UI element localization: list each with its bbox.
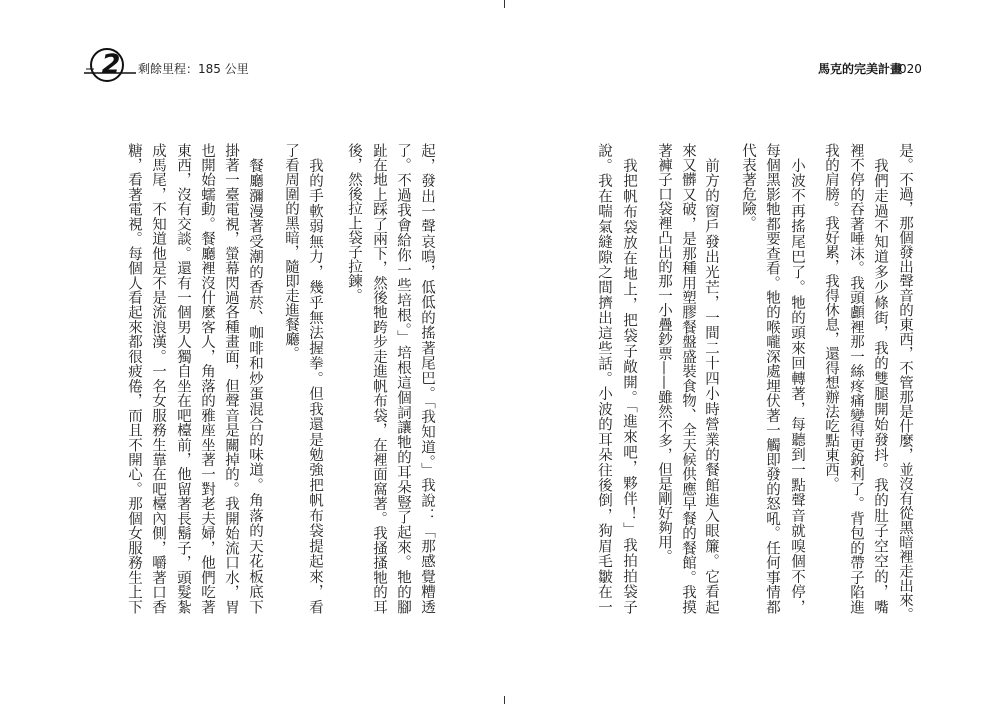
text-column: 裡不停的吞著唾沫。我頭顱裡那一絲疼痛變得更銳利了。背包的帶子陷進 [848,143,864,614]
text-column: 東西，沒有交談。還有一個男人獨自坐在吧檯前，他留著長鬍子，頭髮紮 [175,143,191,614]
text-column: 著褲子口袋裡凸出的那一小疊鈔票——雖然不多，但是剛好夠用。 [656,143,672,564]
top-crop-mark [504,0,505,8]
left-running-title: 剩餘里程：185 公里 [138,62,249,76]
right-running-title: 馬克的完美計畫 [818,62,903,76]
text-column: 起，發出一聲哀鳴，低低的搖著尾巴。「我知道。」我說：「那感覺糟透 [419,143,435,614]
text-column: 代表著危險。 [740,143,756,230]
page-number: 020 [899,62,922,76]
text-column: 我的手軟弱無力，幾乎無法握拳。但我還是勉強把帆布袋提起來，看 [307,158,323,614]
chapter-number: 2 [101,49,121,80]
text-column: 來又髒又破，是那種用塑膠餐盤盛裝食物、全天候供應早餐的餐館。我摸 [680,143,696,614]
text-column: 我們走過不知道多少條街，我的雙腿開始發抖。我的肚子空空的，嘴 [872,158,888,614]
text-column: 後，然後拉上袋子拉鍊。 [346,143,362,303]
text-column: 是。不過，那個發出聲音的東西，不管那是什麼，並沒有從黑暗裡走出來。 [897,143,913,622]
text-column: 餐廳瀰漫著受潮的香菸、咖啡和炒蛋混合的味道。角落的天花板底下 [247,158,263,614]
text-column: 趾在地上踩了兩下，然後牠跨步走進帆布袋，在裡面窩著。我搔搔牠的耳 [371,143,387,614]
text-column: 了看周圍的黑暗，隨即走進餐廳。 [283,143,299,361]
text-column: 我的肩膀。我好累，我得休息，還得想辦法吃點東西。 [823,143,839,491]
bottom-crop-mark [504,696,505,704]
text-column: 每個黑影牠都要查看。牠的喉嚨深處埋伏著一觸即發的怒吼。任何事情都 [764,143,780,614]
text-column: 成馬尾，不知道他是不是流浪漢。一名女服務生靠在吧檯內側，嚼著口香 [150,143,166,614]
text-column: 也開始蠕動。餐廳裡沒什麼客人，角落的雅座坐著一對老夫婦，他們吃著 [199,143,215,614]
chapter-number-badge [84,46,138,86]
text-column: 前方的窗戶發出光芒，一間二十四小時營業的餐館進入眼簾。它看起 [703,158,719,614]
text-column: 了。不過我會給你一些培根。」培根這個詞讓牠的耳朵豎了起來。牠的腳 [395,143,411,614]
text-column: 掛著一臺電視，螢幕閃過各種畫面，但聲音是關掉的。我開始流口水，胃 [223,143,239,614]
text-column: 我把帆布袋放在地上，把袋子敞開。「進來吧，夥伴！」我拍拍袋子 [621,158,637,614]
text-column: 小波不再搖尾巴了。牠的頭來回轉著，每聽到一點聲音就嗅個不停， [789,158,805,614]
text-column: 糖，看著電視。每個人看起來都很疲倦，而且不開心。那個女服務生上下 [126,143,142,614]
text-column: 說。我在喘氣縫隙之間擠出這些話。小波的耳朵往後倒，狗眉毛皺在一 [596,143,612,614]
